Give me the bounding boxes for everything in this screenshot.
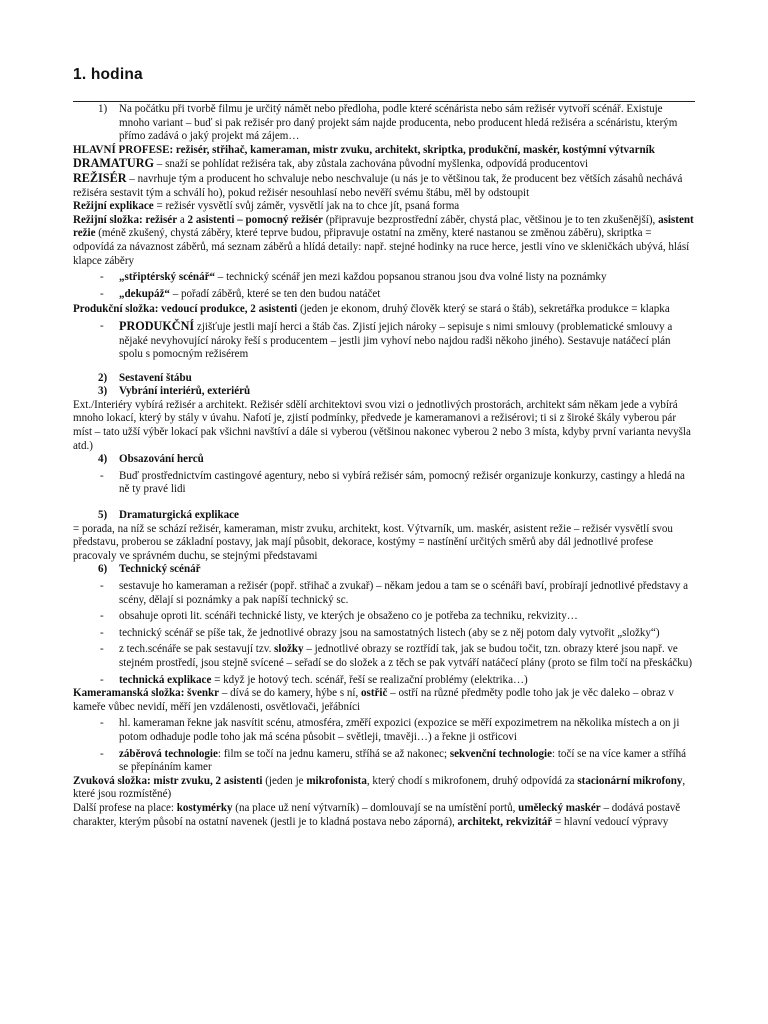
term: „dekupáž“ (119, 287, 170, 300)
sound-unit-paragraph: Zvuková složka: mistr zvuku, 2 asistenti (jeden je mikrofonista, který chodí s mikrofonem, druhý odpovídá za stacionární mikrofony, které jsou rozmístěné) (73, 774, 686, 801)
list-item-3 (73, 385, 695, 399)
list-item-1 (73, 103, 695, 144)
dash-bullet: - (100, 287, 104, 300)
direction-unit-paragraph: Režijní složka: režisér a 2 asistenti – pomocný režisér (připravuje bezprostřední záběr, chystá plac, většinou je to ten zkušenější), asistent režie (méně zkušený, chystá záběry, které teprve budou, připravuje ostatní na změny, které nastanou se změnou záběru), skriptka = odpovídá za návaznost záběrů, má seznam záběrů a hlídá detaily: např. stejné hodinky na ruce herce, jestli víno ve skleničkách ubývá, hlásí klapce záběry (73, 213, 694, 267)
list-text: Sestavení štábu (119, 371, 192, 384)
term: Režijní explikace (73, 200, 154, 213)
list-text: Dramaturgická explikace (119, 509, 239, 522)
list-text: Na počátku při tvorbě filmu je určitý námět nebo předloha, podle které scénárista nebo sám režisér vytvoří scénář. Existuje mnoho variant – buď si pak režisér pro daný projekt sám najde producenta, nebo producent hledá režiséra a scénáristu, kterým přímo zadává o jaký projekt má zájem… (119, 103, 678, 143)
production-unit-paragraph: Produkční složka: vedoucí produkce, 2 asistenti (jeden je ekonom, druhý člověk který se stará o štáb), sekretářka produkce = klapka (73, 303, 670, 316)
list-number: 6) (98, 563, 108, 576)
director-paragraph: REŽISÉR – navrhuje tým a producent ho schvaluje nebo neschvaluje (u nás je to většinou tak, že producent bez větších zásahů nechává režiséra sestavit tým a schválí ho), pokud režisér nesouhlasí nebo nevěří svému štábu, měl by odstoupit (73, 170, 683, 199)
director-explication-paragraph: Režijní explikace = režisér vysvětlí svůj záměr, vysvětlí jak na to chce jít, psaná forma (73, 200, 460, 213)
list-text: Technický scénář (119, 563, 201, 576)
list-number: 3) (98, 385, 108, 398)
list-item-6 (73, 563, 695, 577)
term: „střiptérský scénář“ (119, 271, 216, 284)
document-body (73, 103, 695, 829)
dash-item: - sestavuje ho kameraman a režisér (popř. střihač a zvukař) – někam jedou a tam se o scénáři baví, probírají jednotlivé představy a scény, dělají si poznámky a pak napíší technický sc. (100, 580, 689, 606)
dash-item: - „střiptérský scénář“ – technický scénář jen mezi každou popsanou stranou jsou dva volné listy na poznámky (100, 271, 607, 284)
dash-bullet: - (100, 673, 104, 686)
page-title: 1. hodina (73, 66, 143, 83)
term: sekvenční technologie (449, 747, 552, 760)
dash-item: - obsahuje oproti lit. scénáři technické listy, ve kterých je obsaženo co je potřeba za techniku, rekvizity… (100, 610, 578, 623)
list-number: 4) (98, 453, 108, 466)
list-text: Obsazování herců (119, 453, 204, 466)
dash-item: - záběrová technologie: film se točí na jednu kameru, stříhá se až nakonec; sekvenční technologie: točí se na více kamer a stříhá se přepínáním kamer (100, 747, 687, 774)
list-text: Vybrání interiérů, exteriérů (119, 385, 251, 398)
term: PRODUKČNÍ (119, 318, 195, 333)
term: složky (274, 643, 304, 656)
list-number: 5) (98, 509, 108, 522)
dash-bullet: - (100, 717, 104, 730)
list-number: 2) (98, 371, 108, 384)
term: záběrová technologie (119, 747, 218, 760)
term: DRAMATURG (73, 156, 155, 171)
dash-item: - PRODUKČNÍ zjišťuje jestli mají herci a štáb čas. Zjistí jejich nároky – sepisuje s nimi smlouvy (problematické smlouvy a nějaké nevyhovující nároky řeší s producentem – jestli jim vyhoví nebo najdou radši někoho jiného). Sestavuje natáčecí plán spolu s pomocným režisérem (100, 318, 673, 361)
list-item-2 (73, 372, 695, 386)
list-item-4 (73, 453, 695, 467)
dramaturgic-explication-paragraph: = porada, na níž se schází režisér, kameraman, mistr zvuku, architekt, kost. Výtvarník, um. maskér, asistent režie – režisér vysvětlí svou představu, proberou se základní postavy, jak mají působit, dekorace, kostýmy = nastínění určitých směrů aby dál jednotlivé profese pracovaly ve správném duchu, se stejnými představami (73, 522, 673, 562)
dash-bullet: - (100, 271, 104, 284)
title-underline (73, 101, 695, 102)
list-number: 1) (98, 103, 108, 115)
term: REŽISÉR (73, 170, 127, 185)
other-professions-paragraph: Další profese na place: kostymérky (na place už není výtvarník) – domlouvají se na umístění portů, umělecký maskér – dodává postavě charakter, kterým působí na ostatní navenek (jestli je to kladná postava nebo záporná), architekt, rekvizitář = hlavní vedoucí výpravy (73, 801, 681, 828)
dash-item: - technická explikace = když je hotový tech. scénář, řeší se realizační problémy (elektrika…) (100, 673, 528, 686)
dash-item: - Buď prostřednictvím castingové agentury, nebo si vybírá režisér sám, pomocný režisér organizuje konkurzy, castingy a hledá na ně ty pravé lidi (100, 469, 685, 496)
dash-item: - hl. kameraman řekne jak nasvítit scénu, atmosféra, změří expozici (expozice se měří expozimetrem na několika místech a on ji potom odhaduje podle toho jak má scéna působit – světleji, tmavěji…) a řekne ji ostřicovi (100, 717, 680, 743)
main-professions-heading: HLAVNÍ PROFESE: režisér, střihač, kameraman, mistr zvuku, architekt, skriptka, produkční, maskér, kostýmní výtvarník (73, 143, 655, 156)
dash-bullet: - (100, 643, 104, 656)
camera-unit-paragraph: Kameramanská složka: švenkr – dívá se do kamery, hýbe s ní, ostřič – ostří na různé předměty podle toho jak je věc daleko – obraz v kameře vůbec nevidí, měří jen vzdálenosti, osvětlovači, jeřábníci (73, 687, 674, 713)
locations-paragraph: Ext./Interiéry vybírá režisér a architekt. Režisér sdělí architektovi svou vizi o jednotlivých prostorách, architekt sám někam jede a vybírá mnoho lokací, který by stály v úvahu. Nafotí je, zjistí podmínky, předvede je kameramanovi a režisérovi; ti si z široké škály vyberou pár míst – tato užší výběr lokací pak všichni navštíví a dále si vyberou (většinou nakonec vyberou 2 nebo 3 místa, kdyby první varianta nevyšla atd.) (73, 398, 691, 452)
dash-bullet: - (100, 319, 104, 332)
dash-bullet: - (100, 469, 104, 482)
dash-item: - z tech.scénáře se pak sestavují tzv. složky – jednotlivé obrazy se roztřídí tak, jak se budou točit, tzn. obrazy které jsou např. ve stejném prostředí, jsou stejně svícené – seřadí se do složek a z těch se pak vytváří natáčecí plány (proto se film točí na přeskáčku) (100, 643, 693, 669)
dash-item: - technický scénář se píše tak, že jednotlivé obrazy jsou na samostatných listech (aby se z něj potom daly vytvořit „složky“) (100, 626, 660, 639)
dash-item: - „dekupáž“ – pořadí záběrů, které se ten den budou natáčet (100, 287, 381, 300)
term: technická explikace (119, 673, 212, 686)
list-item-5 (73, 509, 695, 523)
dash-bullet: - (100, 610, 104, 623)
dramaturg-paragraph: DRAMATURG – snaží se pohlídat režiséra tak, aby zůstala zachována původní myšlenka, odpovídá producentovi (73, 156, 589, 171)
dash-bullet: - (100, 580, 104, 592)
dash-bullet: - (100, 626, 104, 639)
dash-bullet: - (100, 747, 104, 760)
